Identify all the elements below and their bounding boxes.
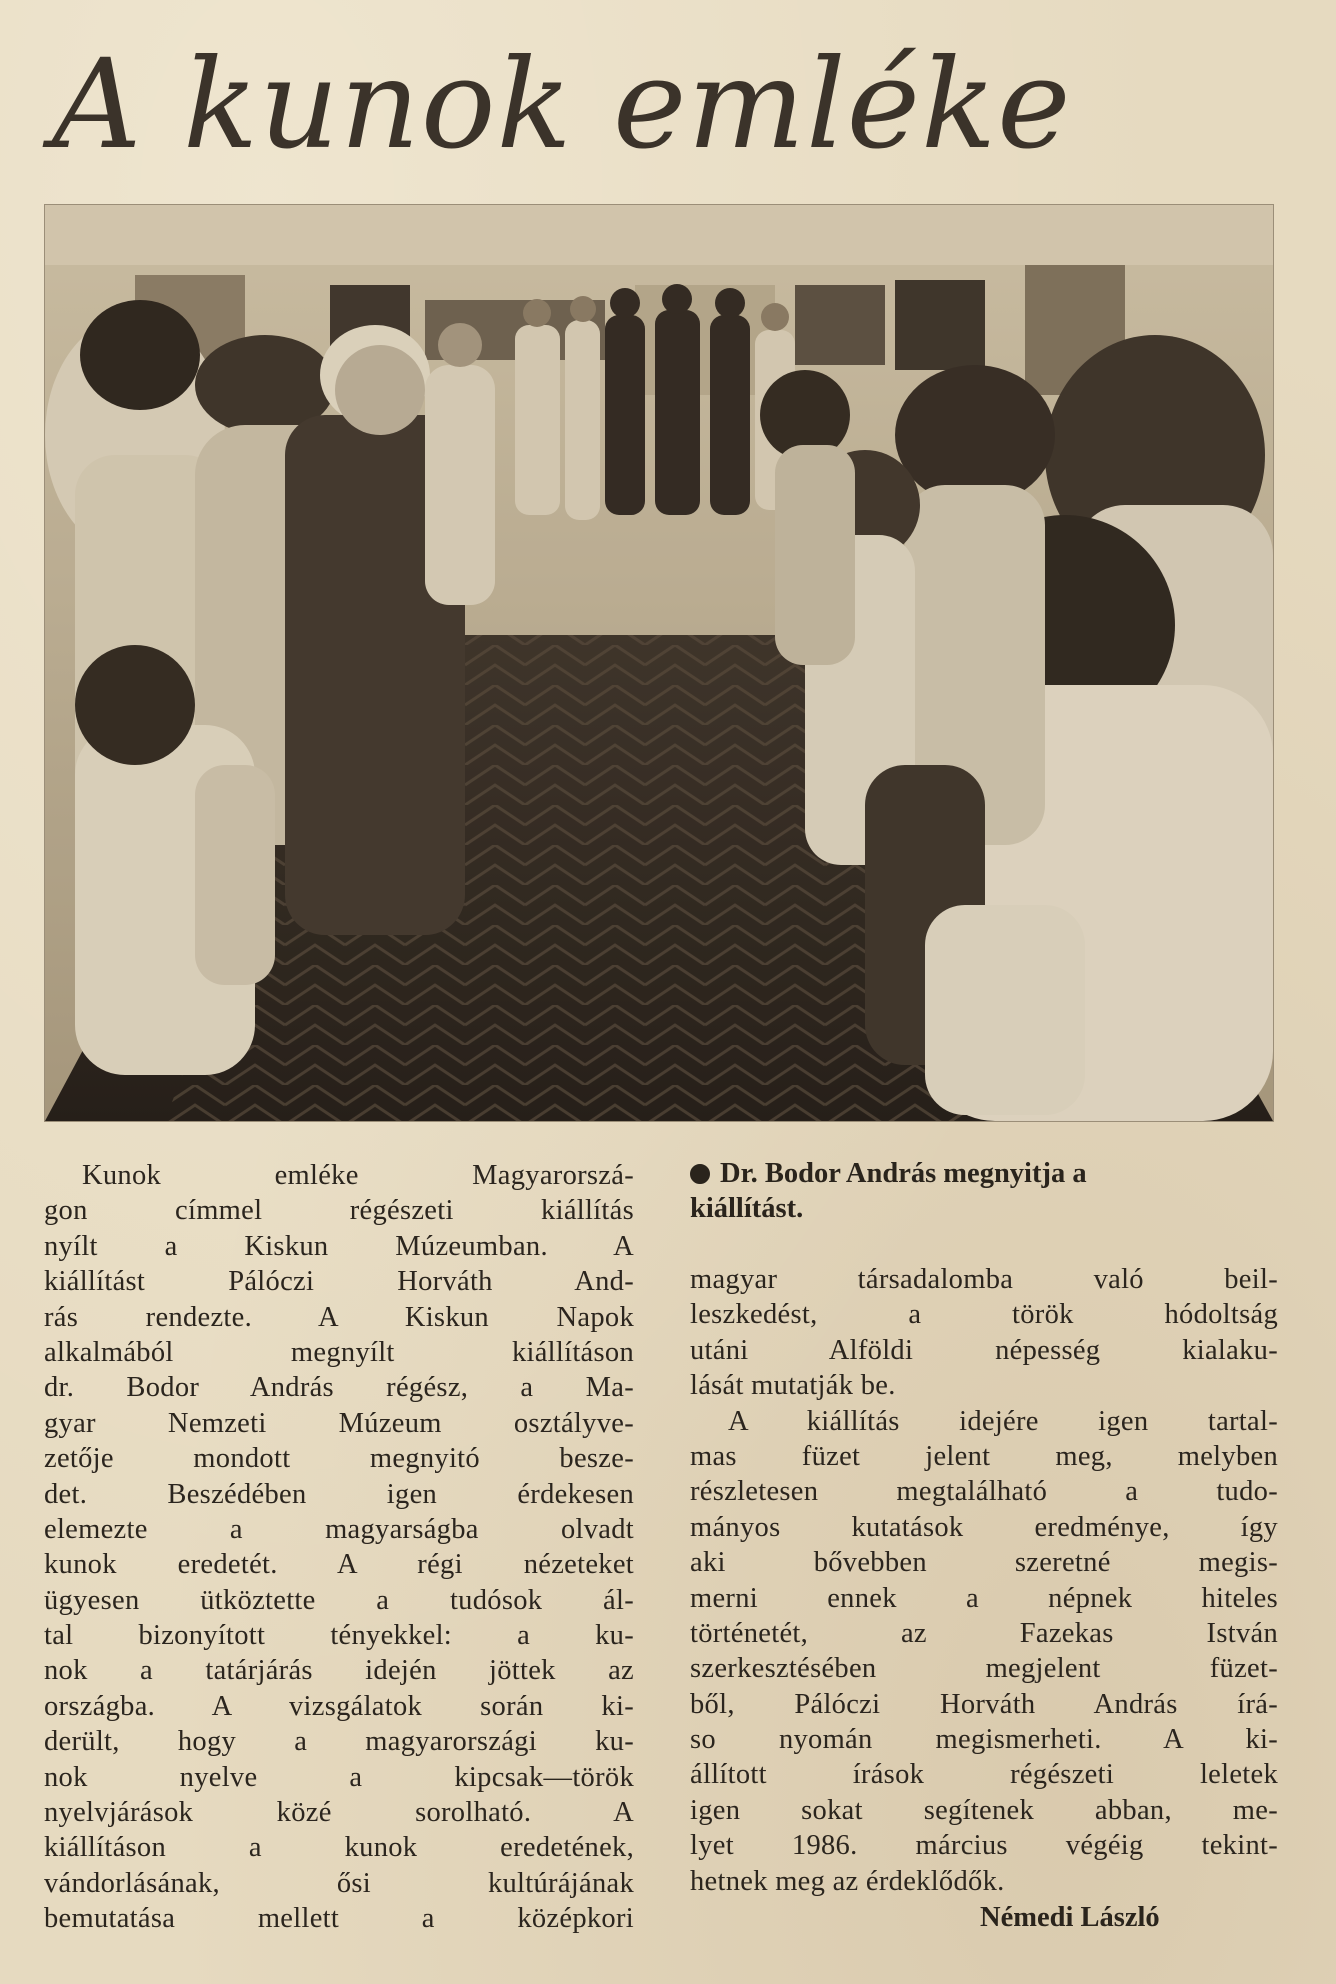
caption-line: Dr. Bodor András megnyitja a	[720, 1158, 1087, 1189]
text-line: kunok eredetét. A régi nézeteket	[44, 1549, 634, 1581]
text-line: nok a tatárjárás idején jöttek az	[44, 1655, 634, 1687]
text-line: alkalmából megnyílt kiállításon	[44, 1336, 634, 1368]
text-line: nok nyelve a kipcsak—török	[44, 1761, 634, 1793]
text-line: történetét, az Fazekas István	[690, 1617, 1278, 1649]
text-line: állított írások régészeti leletek	[690, 1759, 1278, 1791]
text-line: utáni Alföldi népesség kialaku-	[690, 1334, 1278, 1366]
text-line: lyet 1986. március végéig tekint-	[690, 1830, 1278, 1862]
text-line: so nyomán megismerheti. A ki-	[690, 1724, 1278, 1756]
text-line: det. Beszédében igen érdekesen	[44, 1478, 634, 1510]
text-line: elemezte a magyarságba olvadt	[44, 1513, 634, 1545]
text-line: mas füzet jelent meg, melyben	[690, 1440, 1278, 1472]
text-line: aki bővebben szeretné megis-	[690, 1547, 1278, 1579]
bullet-icon	[690, 1164, 710, 1184]
photo-caption	[690, 1156, 1280, 1226]
text-line: kiállításon a kunok eredetének,	[44, 1832, 634, 1864]
text-line: kiállítást Pálóczi Horváth And-	[44, 1266, 634, 1298]
text-line: bemutatása mellett a középkori	[44, 1903, 634, 1935]
text-line: tal bizonyított tényekkel: a ku-	[44, 1620, 634, 1652]
article-photo	[44, 204, 1274, 1122]
text-line: részletesen megtalálható a tudo-	[690, 1476, 1278, 1508]
exhibition-opening-photo	[45, 205, 1273, 1121]
text-line: gon címmel régészeti kiállítás	[44, 1195, 634, 1227]
text-line: Kunok emléke Magyarorszá-	[82, 1160, 634, 1191]
text-line: merni ennek a népnek hiteles	[690, 1582, 1278, 1614]
text-line: ből, Pálóczi Horváth András írá-	[690, 1688, 1278, 1720]
text-line: leszkedést, a török hódoltság	[690, 1299, 1278, 1331]
text-line: rás rendezte. A Kiskun Napok	[44, 1301, 634, 1333]
text-line: derült, hogy a magyarországi ku-	[44, 1726, 634, 1758]
text-line: országba. A vizsgálatok során ki-	[44, 1690, 634, 1722]
caption-line: kiállítást.	[690, 1193, 804, 1224]
text-line: lását mutatják be.	[690, 1370, 896, 1402]
text-line: vándorlásának, ősi kultúrájának	[44, 1867, 634, 1899]
author-byline: Némedi László	[980, 1902, 1160, 1933]
text-line: ügyesen ütköztette a tudósok ál-	[44, 1584, 634, 1616]
text-line: zetője mondott megnyitó besze-	[44, 1443, 634, 1475]
text-line: magyar társadalomba való beil-	[690, 1264, 1278, 1295]
article-body-left-column	[44, 1158, 634, 1937]
text-line: szerkesztésében megjelent füzet-	[690, 1653, 1278, 1685]
article-headline: A kunok emléke	[52, 33, 1072, 177]
text-line: igen sokat segítenek abban, me-	[690, 1794, 1278, 1826]
article-body-right-column	[690, 1262, 1278, 1899]
text-line: gyar Nemzeti Múzeum osztályve-	[44, 1407, 634, 1439]
text-line: dr. Bodor András régész, a Ma-	[44, 1372, 634, 1404]
text-line: hetnek meg az érdeklődők.	[690, 1865, 1005, 1897]
text-line: A kiállítás idejére igen tartal-	[728, 1405, 1278, 1437]
text-line: nyílt a Kiskun Múzeumban. A	[44, 1230, 634, 1262]
text-line: mányos kutatások eredménye, így	[690, 1511, 1278, 1543]
text-line: nyelvjárások közé sorolható. A	[44, 1797, 634, 1829]
